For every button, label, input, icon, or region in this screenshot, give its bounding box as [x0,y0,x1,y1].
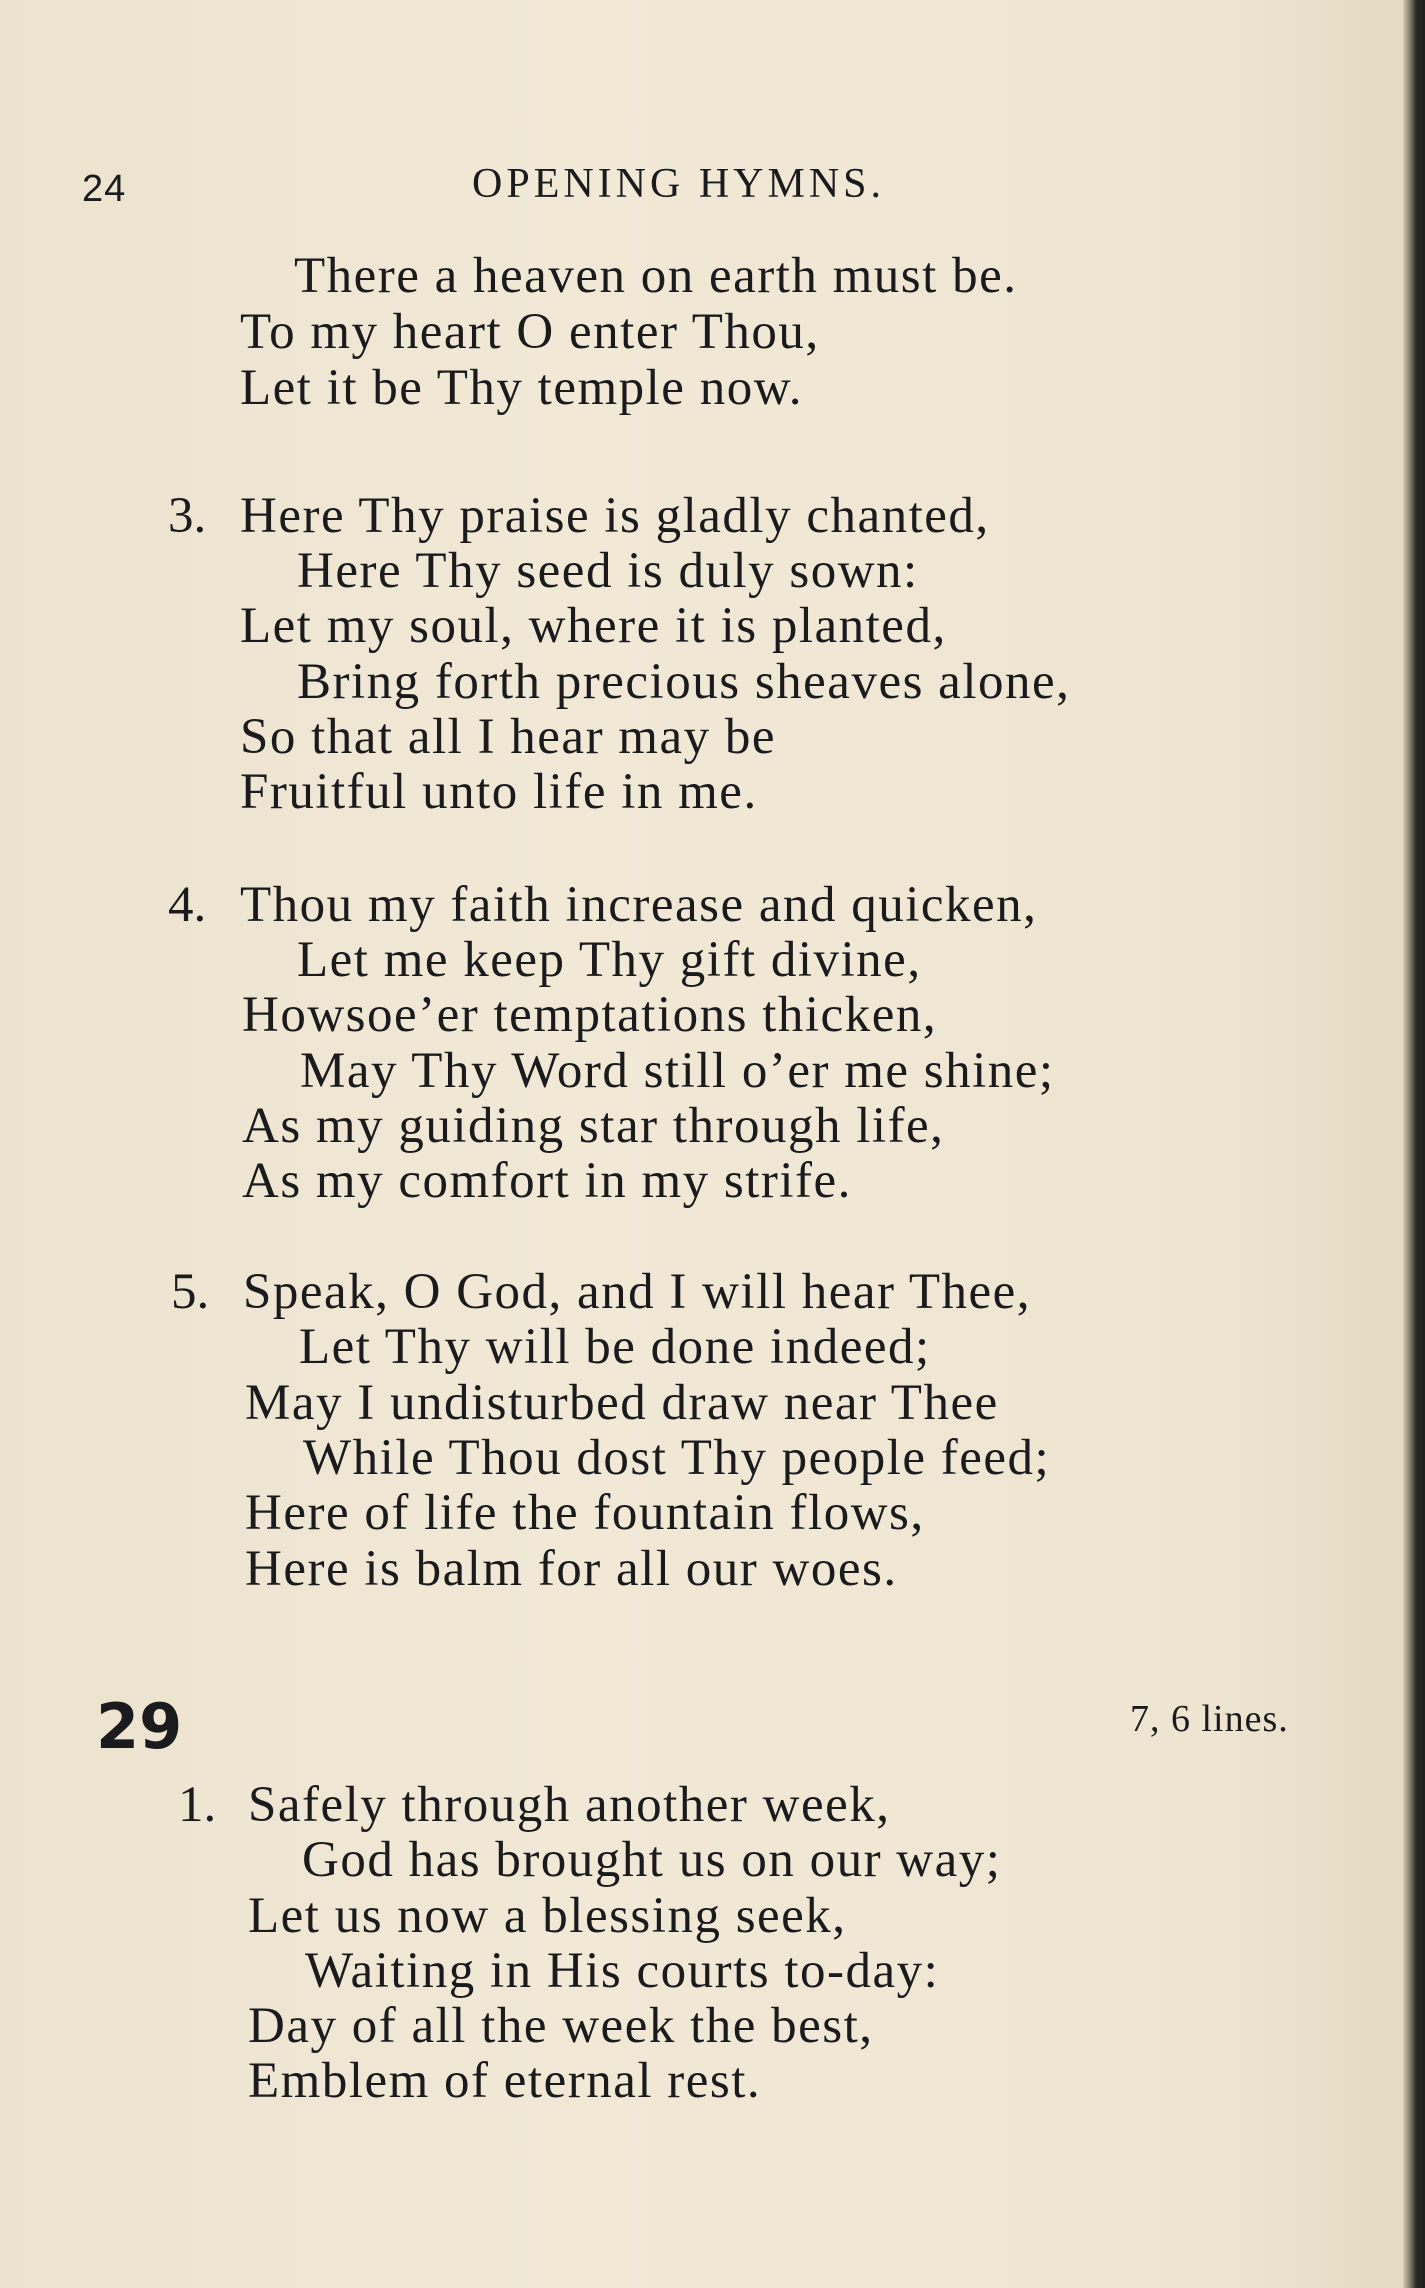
verse-line: Let it be Thy temple now. [240,360,803,416]
verse-line: Let Thy will be done indeed; [299,1319,931,1375]
verse-line: While Thou dost Thy people feed; [303,1430,1051,1486]
verse-line: Waiting in His courts to-day: [305,1943,940,1999]
verse-line: Let my soul, where it is planted, [240,598,947,654]
verse-line: To my heart O enter Thou, [240,304,820,360]
verse-line: God has brought us on our way; [302,1832,1002,1888]
verse-number: 5. [171,1264,210,1320]
page-edge [1403,0,1425,2288]
verse-number: 1. [178,1777,217,1833]
verse-line: Let us now a blessing seek, [248,1888,847,1944]
verse-line: Here Thy praise is gladly chanted, [240,488,990,544]
hymn-meter: 7, 6 lines. [1130,1698,1289,1740]
verse-line: Bring forth precious sheaves alone, [297,654,1071,710]
verse-line: There a heaven on earth must be. [294,248,1018,304]
verse-line: Emblem of eternal rest. [248,2053,762,2109]
verse-line: Safely through another week, [248,1777,891,1833]
page-number: 24 [82,168,127,210]
running-title: OPENING HYMNS. [472,161,886,207]
hymn-number: 29 [96,1690,183,1763]
verse-line: So that all I hear may be [240,709,776,765]
verse-line: Speak, O God, and I will hear Thee, [243,1264,1032,1320]
verse-line: As my comfort in my strife. [242,1153,852,1209]
verse-line: May Thy Word still o’er me shine; [300,1043,1055,1099]
verse-line: Here of life the fountain flows, [245,1485,925,1541]
verse-number: 3. [168,488,207,544]
verse-number: 4. [168,877,207,933]
verse-line: May I undisturbed draw near Thee [245,1375,999,1431]
verse-line: Howsoe’er temptations thicken, [242,987,938,1043]
verse-line: Day of all the week the best, [248,1998,874,2054]
verse-line: Let me keep Thy gift divine, [297,932,922,988]
verse-line: Here Thy seed is duly sown: [297,543,919,599]
verse-line: Here is balm for all our woes. [245,1541,898,1597]
verse-line: As my guiding star through life, [242,1098,945,1154]
verse-line: Fruitful unto life in me. [240,764,758,820]
verse-line: Thou my faith increase and quicken, [240,877,1038,933]
